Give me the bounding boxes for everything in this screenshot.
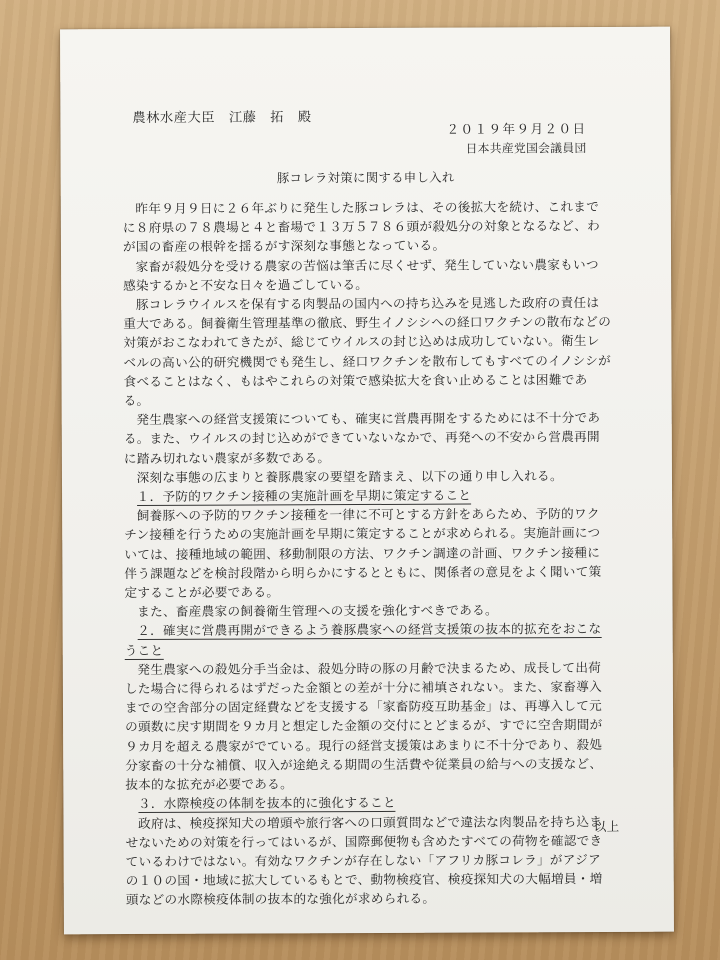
document-title: 豚コレラ対策に関する申し入れ — [276, 169, 455, 186]
document-date: ２０１９年９月２０日 — [446, 121, 587, 137]
intro-paragraph: 昨年９月９日に２６年ぶりに発生した豚コレラは、その後拡大を続け、これまでに８府県の７８農場と４と畜場で１３万５７８６頭が殺処分の対象となるなど、わが国の畜産の根幹を揺るがす深刻な事態となっている。 — [122, 198, 601, 255]
addressee: 農林水産大臣 江藤 拓 殿 — [132, 110, 312, 127]
intro-paragraph: 深刻な事態の広まりと養豚農家の要望を踏まえ、以下の通り申し入れる。 — [136, 467, 563, 485]
intro-paragraph: 発生農家への経営支援策についても、確実に営農再開をするためには不十分である。また、ウイルスの封じ込めができていないなかで、再発への不安から営農再開に踏み切れない農家が多数である。 — [123, 410, 601, 466]
section-paragraph: 政府は、検疫探知犬の増頭や旅行客への口頭質問などで違法な肉製品を持ち込ませないための対策を行ってはいるが、国際郵便物も含めたすべての荷物を確認できているわけではない。有効なワクチンが存在しない「アフリカ豚コレラ」がアジアの１０の国・地域に拡大しているもとで、動物検疫官、検疫探知犬の大幅増員・増頭などの水際検疫体制の抜本的な強化が求められる。 — [125, 813, 603, 908]
intro-paragraph: 豚コレラウイルスを保有する肉製品の国内への持ち込みを見逃した政府の責任は重大である。飼養衛生管理基準の徹底、野生イノシシへの経口ワクチンの散布などの対策がおこなわれてきたが、総じてウイルスの封じ込めは成功していない。衛生レベルの高い公的研究機関でも発生し、経口ワクチンを散布してもすべてのイノシシが食べることはなく、もはやこれらの対策で感染拡大を食い止めることは困難である。 — [123, 295, 612, 409]
closing-mark: 以上 — [593, 818, 620, 835]
section-paragraph: また、畜産農家の飼養衛生管理への支援を強化すべきである。 — [137, 602, 498, 620]
section-heading-3: ３．水際検疫の体制を抜本的に強化すること — [137, 795, 396, 812]
section-heading-2: ２．確実に営農再開ができるよう養豚農家への経営支援策の抜本的拡充をおこなうこと — [124, 621, 602, 658]
document-sheet — [60, 27, 674, 935]
intro-paragraph: 家畜が殺処分を受ける農家の苦悩は筆舌に尽くせず、発生していない農家もいつ感染するかと不安な日々を過ごしている。 — [123, 256, 599, 293]
section-paragraph: 飼養豚への予防的ワクチン接種を一律に不可とする方針をあらため、予防的ワクチン接種を行うための実施計画を早期に策定することが求められる。実施計画については、接種地域の範囲、移動制限の方法、ワクチン調達の計画、ワクチン接種に伴う課題などを検討段階から明らかにするとともに、関係者の意見をよく聞いて策定することが必要である。 — [124, 506, 602, 601]
section-paragraph: 発生農家への殺処分手当金は、殺処分時の豚の月齢で決まるため、成長して出荷した場合に得られるはずだった金額との差が十分に補填されない。また、家畜導入までの空舎部分の固定経費などを支援する「家畜防疫互助基金」は、再導入して元の頭数に戻す期間を９カ月と想定した金額の交付にとどまるが、すでに空舎期間が９カ月を超える農家がでている。現行の経営支援策はあまりに不十分であり、殺処分家畜の十分な補償、収入が途絶える期間の生活費や従業員の給与への支援など、抜本的な拡充が必要である。 — [124, 659, 603, 793]
section-heading-1: １．予防的ワクチン接種の実施計画を早期に策定すること — [136, 487, 472, 505]
document-body — [123, 197, 614, 910]
sender: 日本共産党国会議員団 — [465, 141, 587, 156]
